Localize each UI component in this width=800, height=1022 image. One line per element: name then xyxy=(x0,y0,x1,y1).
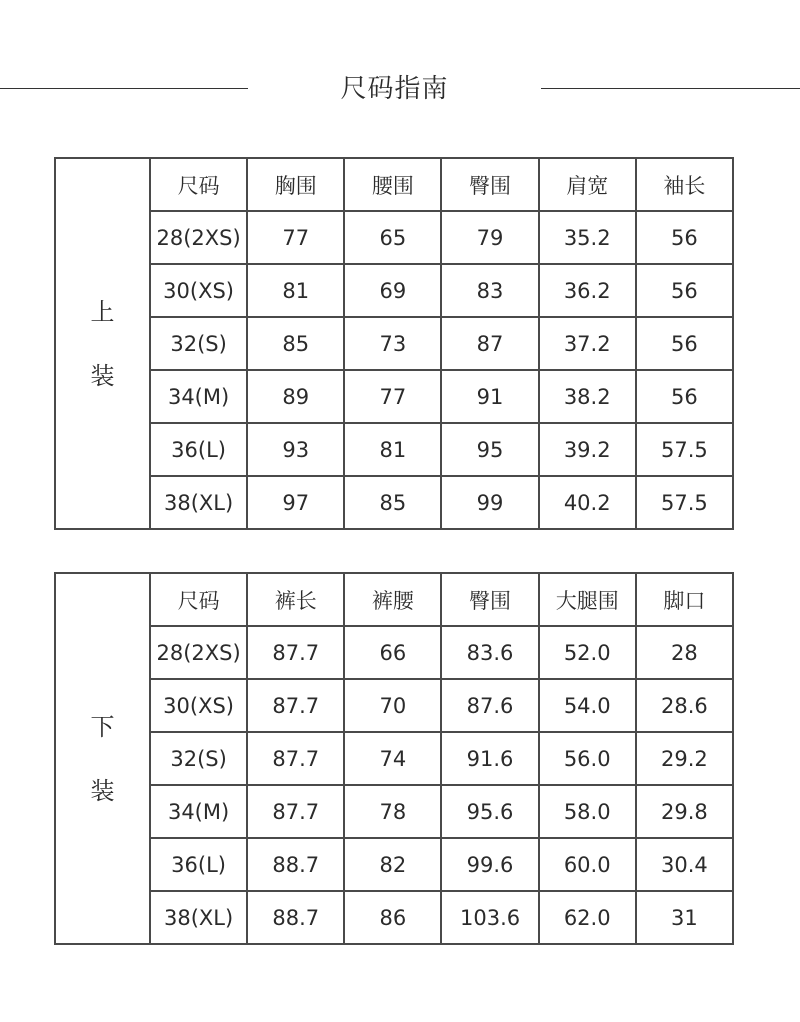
value-cell: 87.6 xyxy=(441,679,538,732)
table-row xyxy=(55,838,733,891)
value-cell: 56 xyxy=(636,370,733,423)
size-cell: 28(2XS) xyxy=(150,211,247,264)
value-cell: 78 xyxy=(344,785,441,838)
value-cell: 87.7 xyxy=(247,785,344,838)
header-cell: 臀围 xyxy=(441,158,538,211)
table-header-row xyxy=(55,158,733,211)
value-cell: 30.4 xyxy=(636,838,733,891)
table-row xyxy=(55,626,733,679)
value-cell: 36.2 xyxy=(539,264,636,317)
table-row xyxy=(55,264,733,317)
header-cell: 袖长 xyxy=(636,158,733,211)
value-cell: 87 xyxy=(441,317,538,370)
value-cell: 99 xyxy=(441,476,538,529)
value-cell: 83 xyxy=(441,264,538,317)
size-cell: 34(M) xyxy=(150,785,247,838)
title-divider-right xyxy=(541,88,800,89)
page-title: 尺码指南 xyxy=(340,74,449,104)
header-cell: 大腿围 xyxy=(539,573,636,626)
table-row xyxy=(55,476,733,529)
table-row xyxy=(55,370,733,423)
table-row xyxy=(55,423,733,476)
value-cell: 88.7 xyxy=(247,891,344,944)
value-cell: 87.7 xyxy=(247,732,344,785)
value-cell: 81 xyxy=(344,423,441,476)
value-cell: 66 xyxy=(344,626,441,679)
header-cell: 尺码 xyxy=(150,573,247,626)
value-cell: 77 xyxy=(344,370,441,423)
value-cell: 86 xyxy=(344,891,441,944)
size-cell: 38(XL) xyxy=(150,891,247,944)
title-divider-left xyxy=(0,88,248,89)
value-cell: 39.2 xyxy=(539,423,636,476)
size-cell: 36(L) xyxy=(150,423,247,476)
value-cell: 95.6 xyxy=(441,785,538,838)
value-cell: 70 xyxy=(344,679,441,732)
value-cell: 29.2 xyxy=(636,732,733,785)
header-cell: 裤腰 xyxy=(344,573,441,626)
value-cell: 56.0 xyxy=(539,732,636,785)
value-cell: 77 xyxy=(247,211,344,264)
header-cell: 臀围 xyxy=(441,573,538,626)
value-cell: 103.6 xyxy=(441,891,538,944)
value-cell: 29.8 xyxy=(636,785,733,838)
value-cell: 91.6 xyxy=(441,732,538,785)
value-cell: 83.6 xyxy=(441,626,538,679)
size-cell: 28(2XS) xyxy=(150,626,247,679)
value-cell: 81 xyxy=(247,264,344,317)
value-cell: 56 xyxy=(636,211,733,264)
header-cell: 腰围 xyxy=(344,158,441,211)
value-cell: 38.2 xyxy=(539,370,636,423)
section-char: 装 xyxy=(90,361,115,390)
value-cell: 56 xyxy=(636,264,733,317)
header-cell: 裤长 xyxy=(247,573,344,626)
bottom-size-table xyxy=(54,572,734,945)
value-cell: 37.2 xyxy=(539,317,636,370)
table-row xyxy=(55,211,733,264)
size-cell: 36(L) xyxy=(150,838,247,891)
table-row xyxy=(55,785,733,838)
value-cell: 60.0 xyxy=(539,838,636,891)
section-label-cell xyxy=(55,573,150,944)
title-row xyxy=(0,66,800,112)
value-cell: 89 xyxy=(247,370,344,423)
header-cell: 胸围 xyxy=(247,158,344,211)
header-cell: 尺码 xyxy=(150,158,247,211)
size-cell: 30(XS) xyxy=(150,264,247,317)
value-cell: 85 xyxy=(247,317,344,370)
size-cell: 30(XS) xyxy=(150,679,247,732)
value-cell: 85 xyxy=(344,476,441,529)
section-char: 上 xyxy=(90,297,115,326)
header-cell: 脚口 xyxy=(636,573,733,626)
header-cell: 肩宽 xyxy=(539,158,636,211)
section-label-cell xyxy=(55,158,150,529)
section-char: 下 xyxy=(90,712,115,741)
value-cell: 31 xyxy=(636,891,733,944)
table-row xyxy=(55,891,733,944)
value-cell: 91 xyxy=(441,370,538,423)
value-cell: 87.7 xyxy=(247,626,344,679)
size-cell: 32(S) xyxy=(150,317,247,370)
value-cell: 97 xyxy=(247,476,344,529)
table-row xyxy=(55,317,733,370)
value-cell: 99.6 xyxy=(441,838,538,891)
value-cell: 28 xyxy=(636,626,733,679)
value-cell: 93 xyxy=(247,423,344,476)
table-row xyxy=(55,679,733,732)
value-cell: 88.7 xyxy=(247,838,344,891)
value-cell: 56 xyxy=(636,317,733,370)
value-cell: 87.7 xyxy=(247,679,344,732)
value-cell: 95 xyxy=(441,423,538,476)
value-cell: 74 xyxy=(344,732,441,785)
value-cell: 54.0 xyxy=(539,679,636,732)
section-label-bottom xyxy=(88,695,118,823)
value-cell: 79 xyxy=(441,211,538,264)
value-cell: 57.5 xyxy=(636,476,733,529)
value-cell: 73 xyxy=(344,317,441,370)
value-cell: 57.5 xyxy=(636,423,733,476)
section-char: 装 xyxy=(90,776,115,805)
section-label-top xyxy=(88,280,118,408)
value-cell: 58.0 xyxy=(539,785,636,838)
value-cell: 82 xyxy=(344,838,441,891)
value-cell: 35.2 xyxy=(539,211,636,264)
table-header-row xyxy=(55,573,733,626)
value-cell: 28.6 xyxy=(636,679,733,732)
value-cell: 40.2 xyxy=(539,476,636,529)
table-row xyxy=(55,732,733,785)
value-cell: 69 xyxy=(344,264,441,317)
value-cell: 62.0 xyxy=(539,891,636,944)
size-cell: 32(S) xyxy=(150,732,247,785)
size-cell: 34(M) xyxy=(150,370,247,423)
size-cell: 38(XL) xyxy=(150,476,247,529)
top-size-table xyxy=(54,157,734,530)
value-cell: 52.0 xyxy=(539,626,636,679)
value-cell: 65 xyxy=(344,211,441,264)
